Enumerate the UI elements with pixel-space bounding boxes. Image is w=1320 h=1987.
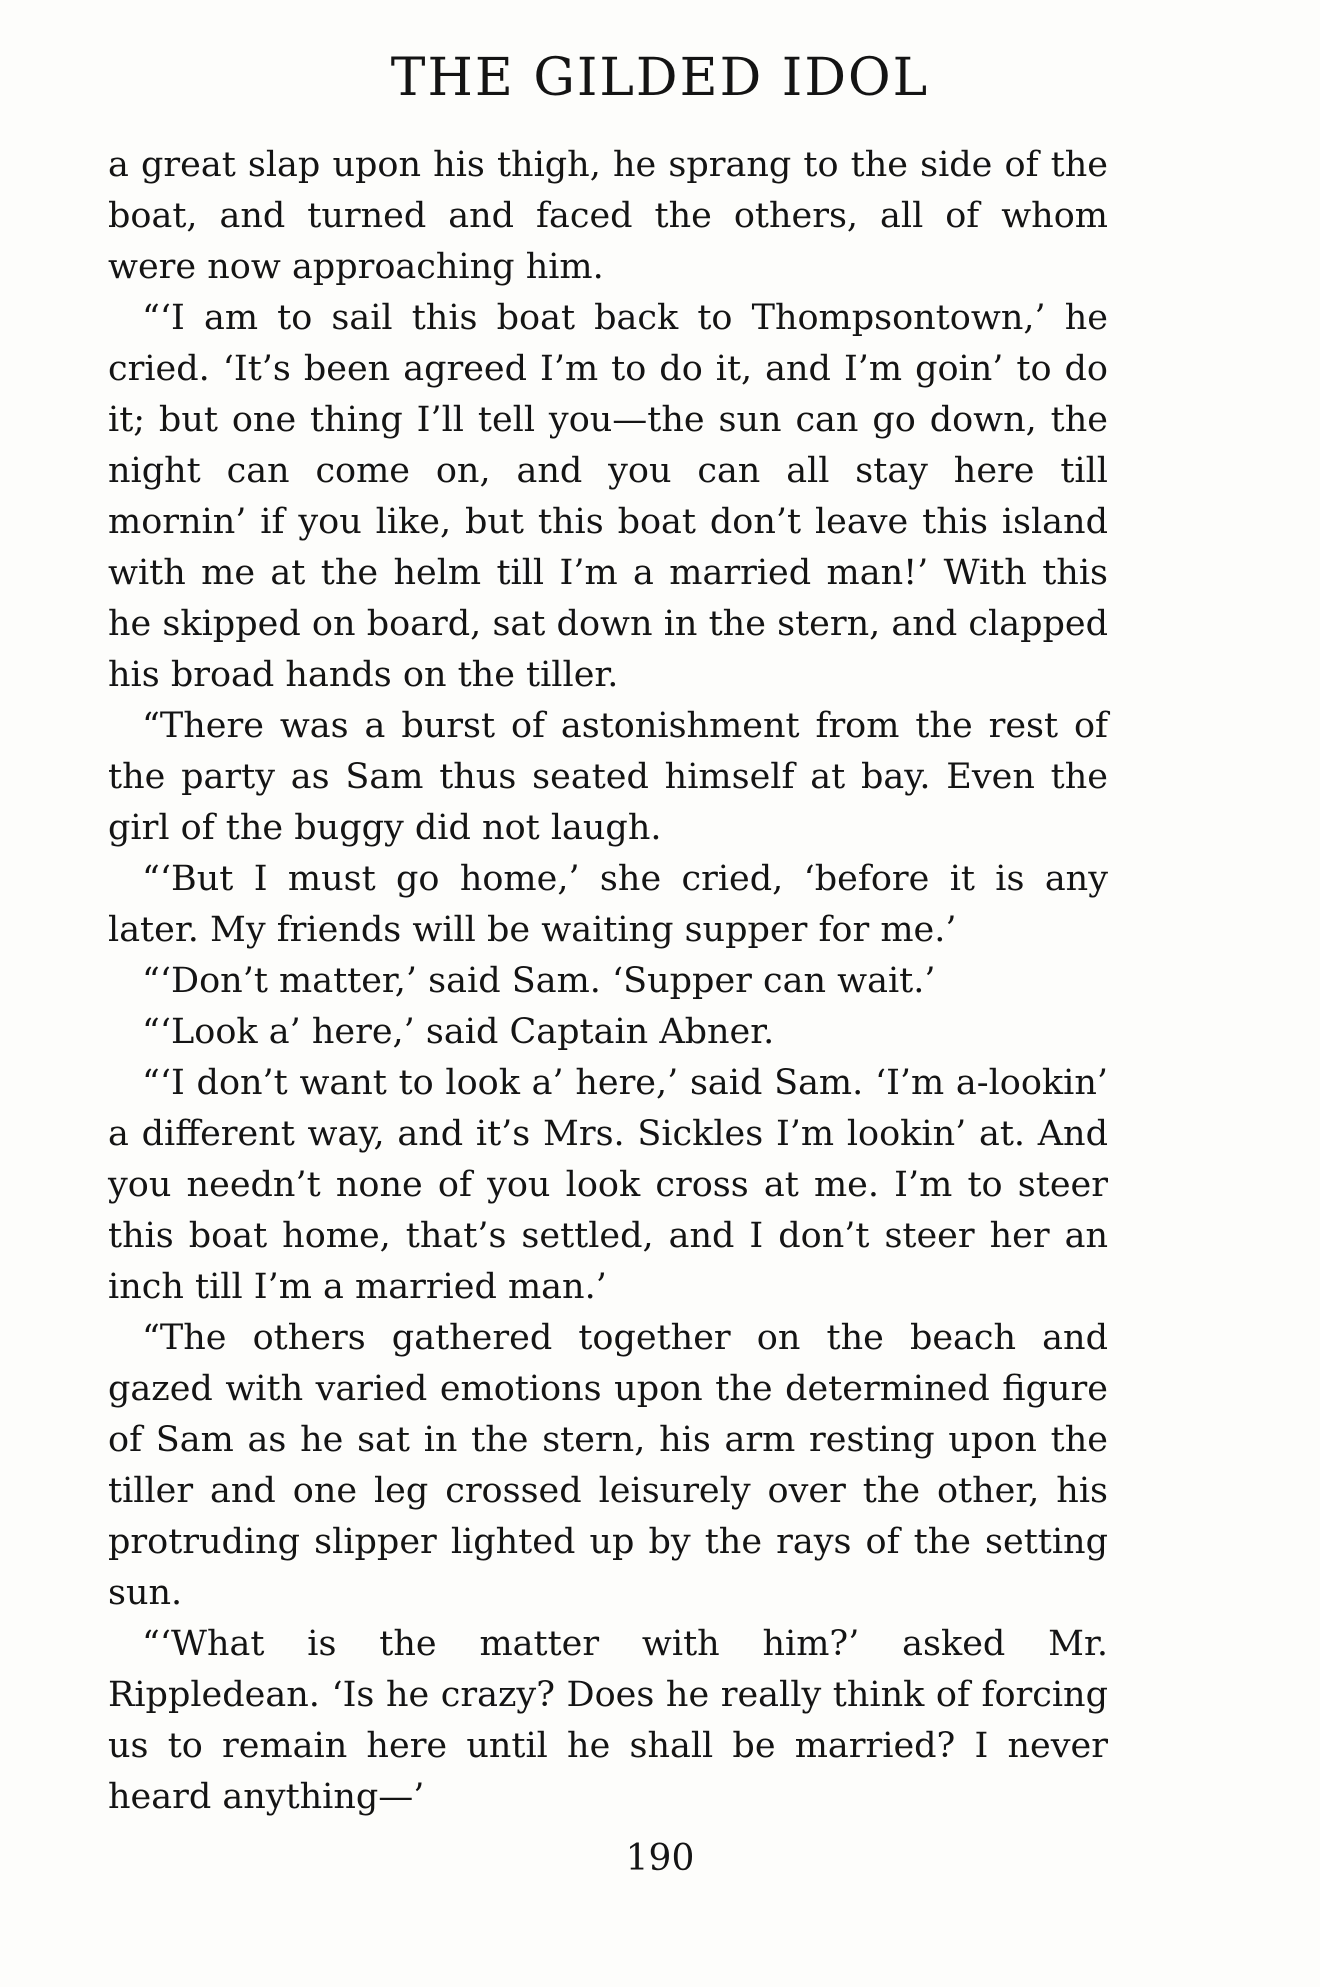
paragraph: “‘I don’t want to look a’ here,’ said Sam. ‘I’m a-lookin’ a different way, and it’s Mrs. Sickles I’m lookin’ at. And you needn’t none of you look cross at me. I’m to steer this boat home, that’s settled, and I don’t steer her an inch till I’m a married man.’ (108, 1063, 1108, 1307)
paragraph: “‘But I must go home,’ she cried, ‘before it is any later. My friends will be waiting supper for me.’ (108, 859, 1108, 950)
page-number: 190 (625, 1838, 695, 1879)
running-head: THE GILDED IDOL (390, 48, 930, 108)
paragraph: “There was a burst of astonishment from the rest of the party as Sam thus seated himself at bay. Even the girl of the buggy did not laugh. (108, 706, 1108, 848)
paragraph: “The others gathered together on the beach and gazed with varied emotions upon the determined figure of Sam as he sat in the stern, his arm resting upon the tiller and one leg crossed leisurely over the other, his protruding slipper lighted up by the rays of the setting sun. (108, 1318, 1108, 1613)
paragraph: “‘Don’t matter,’ said Sam. ‘Supper can wait.’ (142, 961, 936, 1001)
paragraph: “‘What is the matter with him?’ asked Mr. Rippledean. ‘Is he crazy? Does he really think of forcing us to remain here until he shall be married? I never heard anything—’ (108, 1624, 1108, 1817)
paragraph: a great slap upon his thigh, he sprang to the side of the boat, and turned and faced the others, all of whom were now approaching him. (108, 145, 1108, 287)
paragraph: “‘I am to sail this boat back to Thompsontown,’ he cried. ‘It’s been agreed I’m to do it, and I’m goin’ to do it; but one thing I’ll tell you—the sun can go down, the night can come on, and you can all stay here till mornin’ if you like, but this boat don’t leave this island with me at the helm till I’m a married man!’ With this he skipped on board, sat down in the stern, and clapped his broad hands on the tiller. (108, 298, 1108, 695)
paragraph: “‘Look a’ here,’ said Captain Abner. (142, 1012, 775, 1052)
body-text (108, 140, 1108, 1823)
